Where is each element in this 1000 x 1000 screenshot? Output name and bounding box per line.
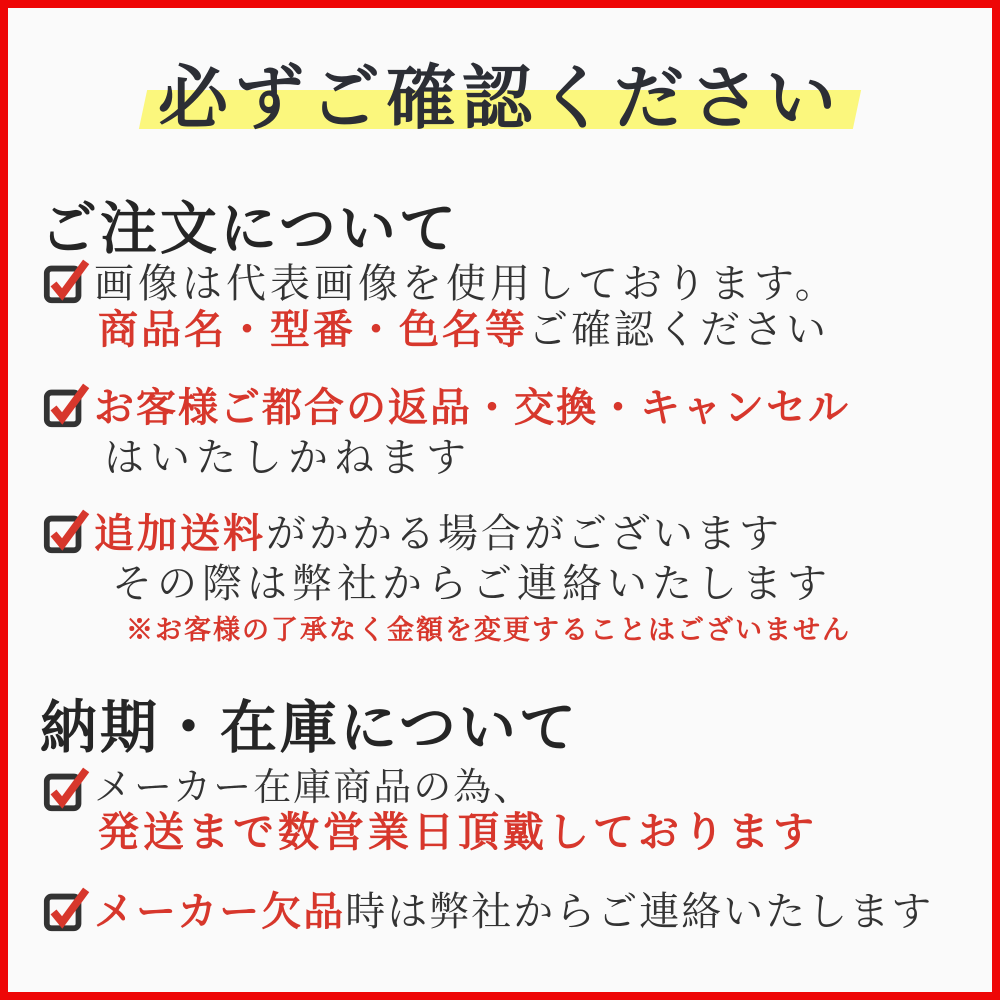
text-segment-black: 時は弊社からご連絡いたします bbox=[345, 889, 934, 934]
text-segment-red: メーカー欠品 bbox=[94, 889, 346, 934]
item-line bbox=[104, 436, 472, 480]
checkbox-checked-icon bbox=[42, 766, 90, 814]
text-segment-black: ご確認ください bbox=[528, 307, 829, 352]
checkbox-checked-icon bbox=[42, 886, 90, 934]
text-segment-red: 追加送料 bbox=[94, 511, 266, 556]
checkbox-checked-icon bbox=[42, 382, 90, 430]
item-note-line bbox=[126, 616, 851, 646]
item-line bbox=[98, 810, 818, 855]
item-line bbox=[94, 890, 933, 934]
section-heading-delivery-stock: 納期・在庫について bbox=[40, 697, 579, 760]
text-segment-black: その際は弊社からご連絡いたします bbox=[112, 561, 832, 606]
item-line bbox=[98, 308, 829, 352]
text-segment-black: 画像は代表画像を使用しております。 bbox=[94, 261, 839, 306]
section-heading-orders: ご注文について bbox=[40, 198, 459, 261]
checkbox-checked-icon bbox=[42, 258, 90, 306]
item-line bbox=[94, 768, 533, 810]
checkbox-checked-icon bbox=[42, 508, 90, 556]
item-line bbox=[94, 386, 850, 430]
text-segment-red: 商品名・型番・色名等 bbox=[98, 307, 528, 352]
item-line bbox=[94, 512, 782, 556]
item-line bbox=[94, 262, 839, 306]
text-segment-red: ※お客様の了承なく金額を変更することはございません bbox=[126, 615, 851, 645]
text-segment-black: メーカー在庫商品の為、 bbox=[94, 767, 534, 809]
page-title: 必ずご確認ください bbox=[158, 61, 842, 138]
text-segment-red: 発送まで数営業日頂戴しております bbox=[98, 809, 818, 855]
item-line bbox=[112, 562, 832, 606]
text-segment-red: お客様ご都合の返品・交換・キャンセル bbox=[94, 385, 850, 430]
text-segment-black: がかかる場合がございます bbox=[266, 511, 782, 556]
text-segment-black: はいたしかねます bbox=[104, 435, 472, 480]
